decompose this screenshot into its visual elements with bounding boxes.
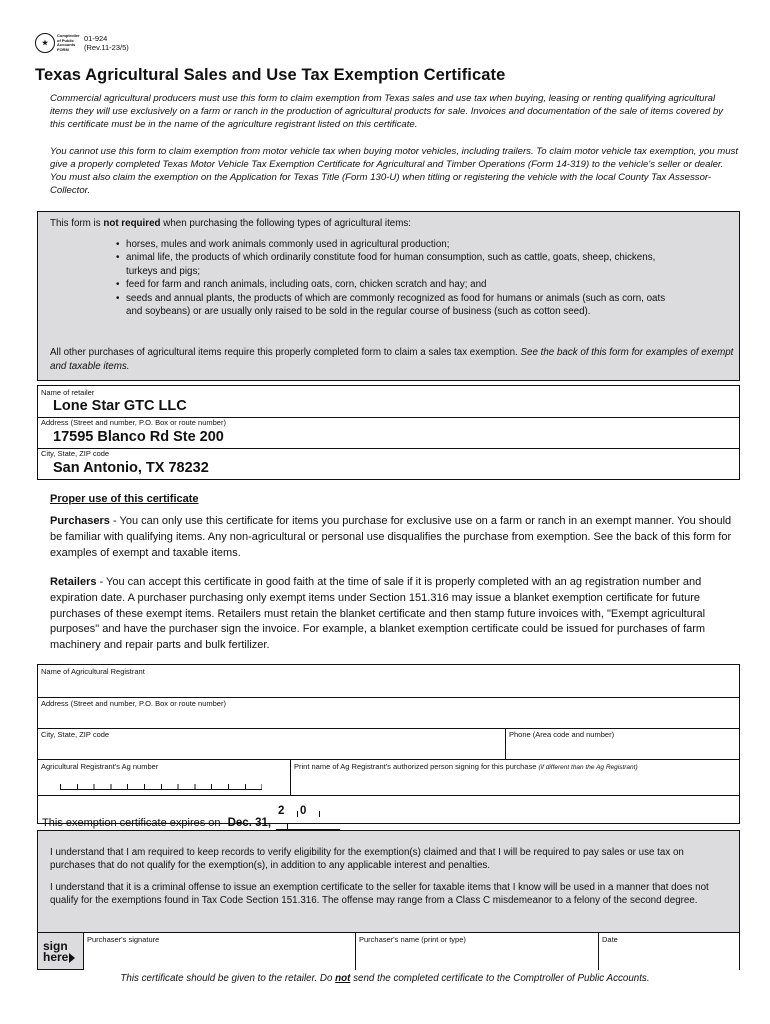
signature-field[interactable]: [83, 933, 355, 970]
purchaser-name-field[interactable]: [355, 933, 598, 970]
retailer-address-label: Address (Street and number, P.O. Box or route number): [41, 418, 226, 427]
divider: [38, 728, 739, 729]
phone-field[interactable]: [506, 738, 738, 759]
footer-bold-text: not: [335, 973, 351, 984]
exempt-items-list: [116, 238, 676, 318]
expires-date: Dec. 31,: [227, 817, 272, 829]
agency-line: of Public: [57, 37, 74, 43]
date-field[interactable]: [598, 933, 739, 970]
list-item: • horses, mules and work animals commonly used in agricultural production;: [116, 238, 676, 251]
agency-line: Comptroller: [57, 33, 80, 38]
not-required-box: [37, 211, 740, 381]
registrant-name-label: Name of Agricultural Registrant: [41, 667, 145, 676]
lead-text: when purchasing the following types of agricultural items:: [163, 218, 412, 229]
retailer-name-field[interactable]: Lone Star GTC LLC: [53, 398, 187, 414]
phone-label: Phone (Area code and number): [509, 730, 615, 739]
sign-text: sign: [43, 939, 68, 953]
declaration-paragraph-2: I understand that it is a criminal offense to issue an exemption certificate to the seller for taxable items that I know will be used in a manner that does not qualify for the exemptions found in Tax Code Section 151.316. The offense may range from a Class C misdemeanor to a felony of the second degree.: [50, 882, 709, 907]
footer-note: [0, 973, 770, 984]
retailer-city-field[interactable]: San Antonio, TX 78232: [53, 460, 209, 476]
footer-text: send the completed certificate to the Comptroller of Public Accounts.: [353, 973, 650, 984]
here-text: here: [43, 950, 69, 964]
intro-paragraph-1: Commercial agricultural producers must use this form to claim exemption from Texas sales and use tax when buying, leasing or renting qualifying agricultural items they will use exclusively on a farm or ranch in the production of agricultural products for sale. Invoices and documentation of the sale of items covered by this certificate must be in the name of the agriculture registrant listed on this certificate.: [50, 93, 723, 130]
list-item: • feed for farm and ranch animals, including oats, corn, chicken scratch and hay; and: [116, 278, 676, 291]
agency-line: FORM: [57, 46, 69, 52]
footer-italic-text: See the back of this form for examples of exempt and taxable items.: [50, 347, 734, 372]
intro-paragraph-2: You cannot use this form to claim exemption from motor vehicle tax when buying motor vehicles, including trailers. To claim motor vehicle tax exemption, you must give a properly completed Texas Motor Vehicle Tax Exemption Certificate for Agricultural and Timber Operations (Form 14-319) to the vehicle's seller or dealer. You must also claim the exemption on the Application for Texas Title (Form 130-U) when titling or registering the vehicle with the local County Tax Assessor-Collector.: [50, 146, 739, 196]
list-item: • animal life, the products of which ordinarily constitute food for human consumption, such as cattle, goats, sheep, chickens, turkeys and pigs;: [116, 251, 676, 278]
arrow-right-icon: [69, 953, 75, 963]
retailers-label: Retailers: [50, 576, 97, 588]
comptroller-seal-icon: [35, 33, 55, 53]
ag-number-label: Agricultural Registrant's Ag number: [41, 762, 159, 771]
retailers-text: - You can accept this certificate in good faith at the time of sale if it is properly completed with an ag registration number and expiration date. A purchaser purchasing only exempt items under Section 151.316 may issue a blanket exemption certificate for future purchases of these exempt items. Retailers must retain the blanket certificate and then stamp future invoices with, "Exempt agricultural purposes" and have the purchaser sign the invoice. For example, a blanket exemption certificate could be issued for purchases of farm machinery and repair parts and bulk fertilizer.: [50, 576, 706, 652]
divider: [38, 759, 739, 760]
print-name-note: (if different than the Ag Registrant): [538, 764, 638, 771]
retailer-city-label: City, State, ZIP code: [41, 449, 110, 458]
purchasers-label: Purchasers: [50, 515, 110, 527]
footer-text: This certificate should be given to the retailer. Do: [120, 973, 333, 984]
divider: [38, 697, 739, 698]
divider: [38, 795, 739, 796]
registrant-address-field[interactable]: [38, 707, 738, 728]
purchasers-paragraph: [50, 514, 740, 561]
registrant-city-label: City, State, ZIP code: [41, 730, 110, 739]
form-number: 01-924: [84, 34, 108, 43]
year-digit: 0: [299, 805, 307, 817]
retailer-address-field[interactable]: 17595 Blanco Rd Ste 200: [53, 429, 224, 445]
agency-line: Accounts: [57, 42, 76, 47]
seal-star: ★: [41, 40, 49, 47]
purchasers-text: - You can only use this certificate for items you purchase for exclusive use on a farm or ranch in an exempt manner. You should be familiar with qualifying items. Any non-agricultural or personal use disqualifies the purchase from exemption. See the back of this form for examples of exempt and taxable items.: [50, 515, 732, 559]
registrant-name-field[interactable]: [38, 675, 738, 697]
expiration-row: [42, 805, 340, 830]
lead-bold-text: not required: [103, 218, 161, 229]
form-revision: (Rev.11-23/5): [84, 43, 129, 52]
divider: [38, 448, 739, 449]
registrant-address-label: Address (Street and number, P.O. Box or route number): [41, 699, 226, 708]
signature-label: Purchaser's signature: [87, 935, 160, 944]
declaration-box: [37, 830, 740, 970]
agency-name: [57, 34, 81, 52]
expiration-year-field[interactable]: [276, 805, 340, 830]
form-header: [35, 33, 129, 53]
signature-row: [38, 932, 739, 969]
retailer-box: [37, 385, 740, 480]
purchaser-name-label: Purchaser's name (print or type): [359, 935, 466, 944]
form-number-block: [84, 34, 129, 52]
retailers-paragraph: [50, 575, 740, 654]
print-name-field[interactable]: [291, 771, 738, 795]
page-title: Texas Agricultural Sales and Use Tax Exemption Certificate: [35, 66, 506, 84]
registrant-city-field[interactable]: [38, 738, 504, 759]
sign-here-marker: [43, 941, 75, 963]
print-name-label-text: Print name of Ag Registrant's authorized person signing for this purchase: [294, 762, 537, 771]
retailer-name-label: Name of retailer: [41, 388, 95, 397]
list-item: • seeds and annual plants, the products of which are commonly recognized as food for humans or animals (such as corn, oats and soybeans) or are usually only raised to be sold in the regular course of business (such as cotton seed).: [116, 292, 676, 319]
tick: [276, 823, 288, 829]
proper-use-title: Proper use of this certificate: [50, 493, 199, 505]
tick: [308, 811, 320, 817]
ag-number-field[interactable]: [60, 782, 262, 790]
not-required-footer: [50, 346, 735, 374]
year-digit: 2: [277, 805, 285, 817]
declaration-paragraph-1: I understand that I am required to keep records to verify eligibility for the exemption(s) claimed and that I will be required to pay sales or use tax on purchases that do not qualify for the exemption(s), in addition to any applicable interest and penalties.: [50, 847, 684, 872]
footer-plain-text: All other purchases of agricultural items require this properly completed form to claim a sales tax exemption.: [50, 347, 518, 358]
not-required-lead: [50, 218, 411, 229]
lead-text: This form is: [50, 218, 101, 229]
registrant-box: [37, 664, 740, 829]
expires-label: This exemption certificate expires on: [42, 817, 221, 829]
print-name-label: [294, 762, 638, 771]
date-label: Date: [602, 935, 618, 944]
tick: [286, 811, 298, 817]
